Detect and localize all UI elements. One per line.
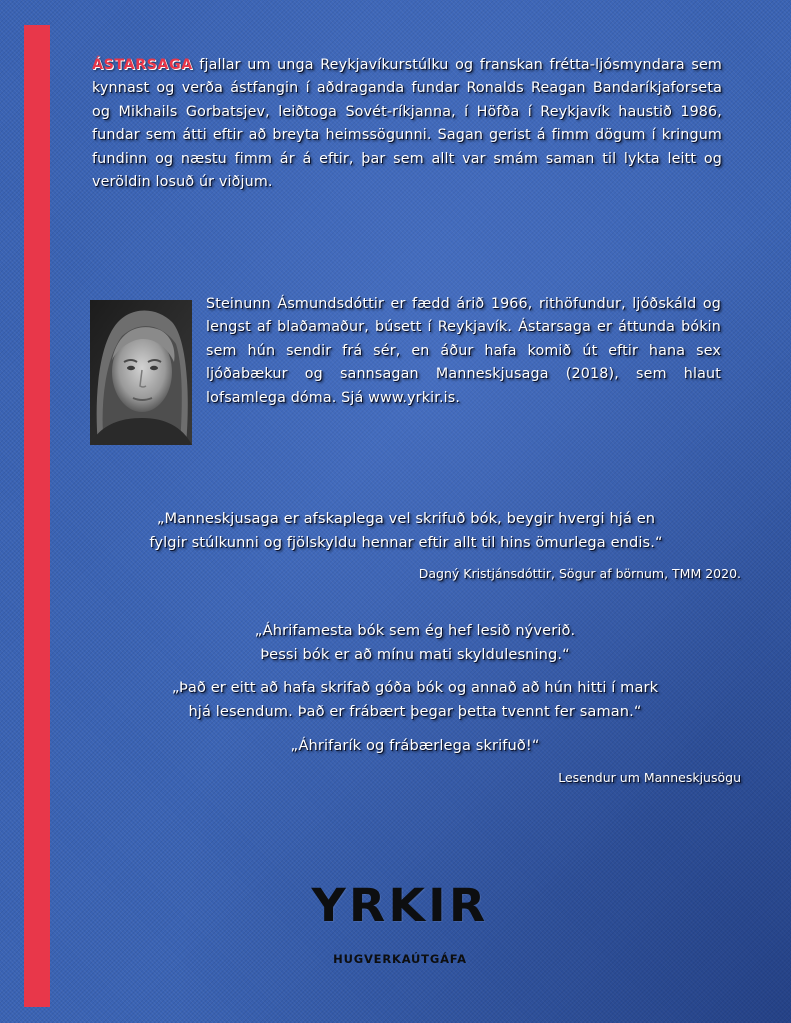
publisher-logo: YRKIR bbox=[311, 879, 489, 932]
review-quote-2-line-1: „Áhrifamesta bók sem ég hef lesið nýverið. bbox=[254, 622, 576, 639]
readers-credit: Lesendur um Manneskjusögu bbox=[558, 770, 741, 785]
synopsis-text: fjallar um unga Reykjavíkurstúlku og franskan frétta-ljósmyndara sem kynnast og verða ástfangin í aðdraganda fundar Ronalds Reagan Bandaríkjaforseta og Mikhails Gorbatsjev, leiðtoga Sovét-ríkjanna, í Höfða í Reykjavík haustið 1986, fundar sem átti eftir að breyta heimssögunni. Sagan gerist á fimm dögum í kringum fundinn og næstu fimm ár á eftir, þar sem allt var smám saman til lykta leitt og veröldin losuð úr viðjum. bbox=[92, 57, 722, 191]
author-bio: Steinunn Ásmundsdóttir er fædd árið 1966, rithöfundur, ljóðskáld og lengst af blaðamaður, búsett í Reykjavík. Ástarsaga er áttunda bókin sem hún sendir frá sér, en áður hafa komið út eftir hana sex ljóðabækur og sannsagan Manneskjusaga (2018), sem hlaut lofsamlega dóma. Sjá www.yrkir.is. bbox=[206, 296, 721, 406]
review-quote-4-line-1: „Áhrifarík og frábærlega skrifuð!“ bbox=[290, 737, 540, 754]
author-photo bbox=[90, 300, 192, 445]
review-quote-3 bbox=[100, 676, 730, 724]
book-title-word: ÁSTARSAGA bbox=[92, 57, 193, 73]
review-quote-3-line-2: hjá lesendum. Það er frábært þegar þetta tvennt fer saman.“ bbox=[188, 703, 642, 720]
review-quote-1-line-1: „Manneskjusaga er afskaplega vel skrifuð bók, beygir hvergi hjá en bbox=[156, 510, 656, 527]
review-quote-2-line-2: Þessi bók er að mínu mati skyldulesning.“ bbox=[260, 646, 570, 663]
review-credit-1: Dagný Kristjánsdóttir, Sögur af börnum, TMM 2020. bbox=[418, 566, 741, 581]
review-quote-1-line-2: fylgir stúlkunni og fjölskyldu hennar eftir allt til hins ömurlega endis.“ bbox=[149, 534, 663, 551]
review-quote-3-line-1: „Það er eitt að hafa skrifað góða bók og annað að hún hitti í mark bbox=[171, 679, 659, 696]
publisher-tagline: HUGVERKAÚTGÁFA bbox=[333, 952, 467, 966]
review-quote-4 bbox=[150, 734, 680, 758]
review-quote-1 bbox=[90, 507, 722, 555]
review-quote-2 bbox=[150, 619, 680, 667]
synopsis-paragraph bbox=[92, 54, 722, 194]
red-accent-bar bbox=[24, 25, 50, 1007]
